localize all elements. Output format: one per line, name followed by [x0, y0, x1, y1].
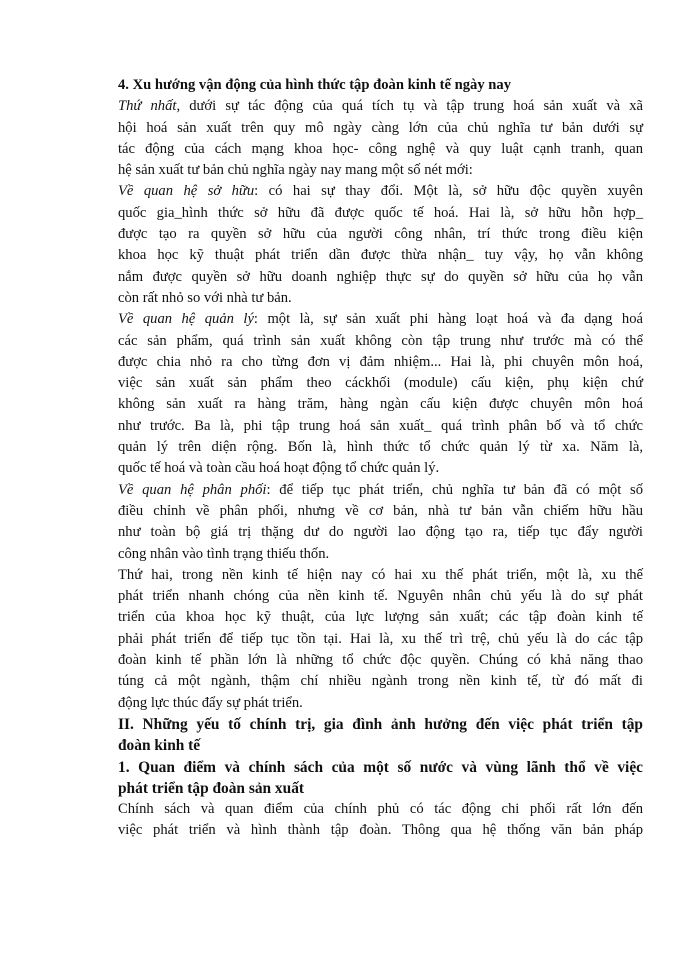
paragraph-line: được chia nhỏ ra cho từng đơn vị đảm nhiệm... Hai là, phi chuyên môn hoá,	[118, 353, 643, 370]
italic-lead: Về quan hệ phân phối	[118, 481, 267, 498]
paragraph-line: phát triển nhanh chóng của nền kinh tế. Nguyên nhân chủ yếu là do sự phát	[118, 588, 643, 605]
subsection-heading: phát triển tập đoàn sản xuất	[118, 779, 305, 797]
paragraph-line: công nhân vào tình trạng thiếu thốn.	[118, 545, 330, 562]
paragraph-line: được tạo ra quyền sở hữu của người công nhân, trí thức trong điều kiện	[118, 226, 643, 243]
section-heading: II. Những yếu tố chính trị, gia đình ảnh hưởng đến việc phát triển tập	[118, 715, 643, 733]
italic-lead: Về quan hệ sở hữu	[118, 183, 255, 200]
paragraph-line: quốc tế hoá và toàn cầu hoá hoạt động tổ chức quản lý.	[118, 460, 440, 477]
paragraph-line: các sản phẩm, quá trình sản xuất không còn tập trung như trước mà có thể	[118, 332, 643, 349]
paragraph-line: túng cả một ngành, thậm chí nhiều ngành trong nền kinh tế, từ đó mất đi	[118, 673, 643, 690]
paragraph-line: đoàn kinh tế phần lớn là những tổ chức độc quyền. Chúng có khả năng thao	[118, 652, 643, 669]
section-heading: đoàn kinh tế	[118, 737, 201, 755]
document-page	[118, 75, 643, 842]
paragraph-line: khoa học kỹ thuật phát triển dần được thừa nhận_ tuy vậy, họ vẫn không	[118, 247, 643, 264]
paragraph-line: động lực thúc đẩy sự phát triển.	[118, 694, 303, 711]
section-heading: 4. Xu hướng vận động của hình thức tập đoàn kinh tế ngày nay	[118, 77, 511, 93]
paragraph-line: nắm được quyền sở hữu doanh nghiệp thực sự do quyền sở hữu của họ vẫn	[118, 268, 643, 285]
paragraph-line: việc phát triển và hình thành tập đoàn. Thông qua hệ thống văn bản pháp	[118, 822, 643, 839]
paragraph-line: Chính sách và quan điểm của chính phủ có tác động chi phối rất lớn đến	[118, 801, 643, 818]
subsection-heading: 1. Quan điểm và chính sách của một số nước và vùng lãnh thổ về việc	[118, 758, 643, 776]
italic-lead: Thứ nhất,	[118, 98, 181, 115]
paragraph-line: như trước. Ba là, phi tập trung hoá sản xuất_ quá trình phân bố và tổ chức	[118, 417, 643, 434]
paragraph-line: triển của khoa học kỹ thuật, của lực lượng sản xuất; các tập đoàn kinh tế	[118, 609, 643, 626]
paragraph-line: Về quan hệ sở hữu: có hai sự thay đổi. Một là, sở hữu độc quyền xuyên	[118, 183, 644, 200]
italic-lead: Về quan hệ quản lý	[118, 311, 254, 328]
paragraph-line: như toàn bộ giá trị thặng dư do người lao động tạo ra, tiếp tục đẩy người	[118, 524, 643, 541]
paragraph-line: điều chỉnh về phân phối, nhưng về cơ bản, nhà tư bản vẫn chiếm hữu hầu	[118, 502, 643, 519]
paragraph-line: Thứ hai, trong nền kinh tế hiện nay có hai xu thế phát triển, một là, xu thế	[118, 566, 643, 583]
paragraph-line: phải phát triển để tiếp tục tồn tại. Hai là, xu thế trì trệ, chủ yếu là do các tập	[118, 630, 643, 647]
paragraph-line: việc sản xuất sản phẩm theo cáckhối (module) cấu kiện, phụ kiện chứ	[118, 375, 643, 392]
paragraph-line: Thứ nhất, dưới sự tác động của quá tích tụ và tập trung hoá sản xuất và xã	[118, 98, 643, 115]
paragraph-line: còn rất nhỏ so với nhà tư bản.	[118, 289, 292, 306]
paragraph-line: hội hoá sản xuất trên quy mô ngày càng lớn của chủ nghĩa tư bản dưới sự	[118, 119, 643, 136]
paragraph-line: không sản xuất ra hàng trăm, hàng ngàn cấu kiện được chuyên môn hoá	[118, 396, 643, 413]
paragraph-line: Về quan hệ phân phối: để tiếp tục phát triển, chủ nghĩa tư bản đã có một số	[118, 481, 643, 498]
paragraph-line: tác động của cách mạng khoa học- công nghệ và quy luật cạnh tranh, quan	[118, 140, 643, 157]
paragraph-line: hệ sản xuất tư bản chủ nghĩa ngày nay mang một số nét mới:	[118, 162, 473, 179]
paragraph-line: quản lý trên diện rộng. Bốn là, hình thức tổ chức quản lý từ xa. Năm là,	[118, 439, 643, 456]
paragraph-line: Về quan hệ quản lý: một là, sự sản xuất phi hàng loạt hoá và đa dạng hoá	[118, 311, 643, 328]
paragraph-line: quốc gia_hình thức sở hữu đã được quốc tế hoá. Hai là, sở hữu hỗn hợp_	[118, 204, 643, 221]
